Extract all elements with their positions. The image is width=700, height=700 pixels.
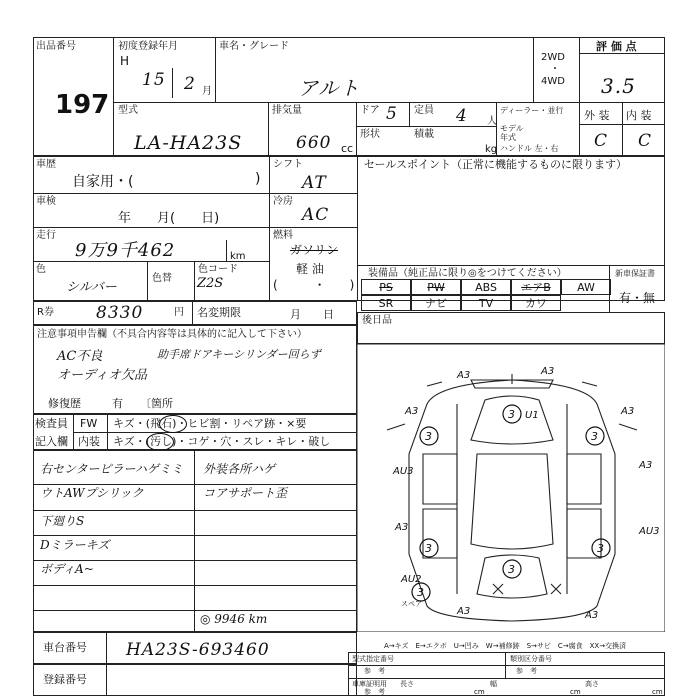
fuel-label: 燃料	[273, 230, 293, 241]
damage-mark-11: A3	[457, 606, 471, 617]
after-install-frame	[357, 312, 665, 344]
height-label: 高さ	[585, 680, 599, 688]
exterior-grade: C	[594, 131, 609, 151]
damage-legend: A→キズ E→エクボ U→凹み W→補修跡 S→サビ C→腐食 XX→交換済	[384, 642, 627, 650]
handle-label: ハンドル 左・右	[500, 144, 559, 153]
name-change-value: 月 日	[290, 308, 334, 321]
shaken-value: 年 月( 日)	[118, 211, 220, 226]
remark-7: ボディA~	[40, 562, 94, 576]
proof-label: 車庫証明用	[352, 680, 387, 688]
chassis-label: 車台番号	[43, 641, 87, 654]
history-label: 車歴	[36, 159, 56, 170]
inspector-label1: 検査員	[35, 417, 68, 430]
first-reg-label: 初度登録年月	[118, 41, 178, 52]
inspector-interior: 内装	[78, 435, 100, 448]
damage-mark-12: A3	[585, 610, 599, 621]
history-close: )	[255, 171, 261, 187]
color-code-label: 色コード	[198, 264, 238, 275]
mileage-value: 9万9千462	[75, 240, 176, 261]
damage-mark-1: A3	[457, 370, 471, 381]
repair-label: 修復歴	[48, 397, 81, 410]
remark-1: 右センターピラーハゲミミ	[40, 462, 183, 476]
width-label: 幅	[490, 680, 497, 688]
tire-mark-1: 3	[425, 430, 432, 443]
repair-value: 有	[112, 397, 123, 410]
warranty-label: 新車保証書	[615, 269, 655, 278]
remark-6: Dミラーキズ	[40, 538, 110, 552]
inspector-fw: FW	[80, 417, 98, 430]
equipment-item: SR	[361, 295, 411, 311]
reg-month: 2	[184, 74, 196, 94]
tire-mark-3: 3	[425, 542, 432, 555]
equipment-item: ナビ	[411, 295, 461, 311]
equipment-item: AW	[561, 279, 611, 295]
equipment-item: PS	[361, 279, 411, 295]
damage-mark-10: AU2	[401, 574, 422, 585]
tire-mark-4: 3	[597, 542, 604, 555]
notes-line1b: 助手席ドアキーシリンダー回らず	[157, 348, 321, 361]
lot-label: 出品番号	[36, 41, 76, 52]
remark-2: 外装各所ハゲ	[203, 462, 276, 476]
color-change-label: 色替	[152, 273, 172, 284]
tire-mark-5: 3	[508, 408, 515, 421]
damage-mark-8: A3	[395, 522, 409, 533]
height-unit: cm	[652, 688, 663, 696]
interior-grade: C	[638, 131, 653, 151]
shift-label: シフト	[273, 159, 303, 170]
yen-unit: 円	[174, 307, 184, 318]
month-suffix: 月	[202, 86, 212, 97]
shape-label: 形状	[360, 129, 380, 140]
repair-part: 〔箇所	[140, 397, 173, 410]
damage-mark-3: U1	[525, 410, 539, 421]
capacity-label: 定員	[414, 105, 434, 116]
equipment-item: TV	[461, 295, 511, 311]
color-label: 色	[36, 264, 46, 275]
score-value: 3.5	[601, 74, 636, 98]
equipment-item: カワ	[511, 295, 561, 311]
proof-ref: 参 考	[364, 688, 385, 696]
doors-value: 5	[386, 104, 398, 124]
warranty-value: 有・無	[619, 291, 656, 305]
fuel-diesel: 軽 油	[296, 262, 324, 276]
equipment-item: PW	[411, 279, 461, 295]
ac-value: AC	[302, 205, 330, 225]
damage-mark-6: AU3	[393, 466, 414, 477]
notes-label: 注意事項申告欄（不具合内容等は具体的に記入して下さい）	[37, 329, 307, 340]
remark-5: 下廻りS	[40, 514, 85, 528]
odometer-note: ◎ 9946 km	[200, 612, 268, 626]
notes-line1: AC不良	[57, 349, 103, 364]
model-year-label: モデル年式	[500, 124, 524, 142]
load-label: 積載	[414, 129, 434, 140]
chassis-value: HA23S-693460	[126, 640, 270, 660]
car-name: アルト	[298, 76, 361, 100]
damage-mark-2: A3	[541, 366, 555, 377]
sales-point-label: セールスポイント（正常に機能するものに限ります）	[364, 158, 628, 171]
model-code: LA-HA23S	[134, 132, 243, 154]
tire-mark-2: 3	[591, 430, 598, 443]
remark-4: コアサポート歪	[203, 486, 288, 500]
doors-label: ドア	[360, 105, 380, 116]
equipment-item: エアB	[511, 279, 561, 295]
capacity-unit: 人	[487, 116, 497, 127]
damage-mark-4: A3	[405, 406, 419, 417]
stone-chip-circle	[159, 415, 187, 433]
damage-mark-9: AU3	[639, 526, 660, 537]
equipment-item: ABS	[461, 279, 511, 295]
ac-label: 冷房	[273, 196, 293, 207]
drive-2wd: 2WD	[541, 52, 565, 63]
score-label: 評 価 点	[596, 40, 637, 53]
mileage-label: 走行	[36, 230, 56, 241]
equipment-label: 装備品（純正品に限り◎をつけてください）	[368, 268, 567, 279]
reg-year: 15	[142, 70, 166, 90]
class-label: 類別区分番号	[510, 655, 552, 663]
lot-number: 197	[55, 90, 110, 120]
type-cert-label: 型式指定番号	[352, 655, 394, 663]
km-unit: km	[230, 251, 246, 262]
inspector-row1: キズ・(飛石)・ヒビ割・リペア跡・×要	[113, 417, 307, 430]
tire-mark-7: 3	[508, 563, 515, 576]
capacity-value: 4	[456, 106, 468, 126]
drive-4wd: 4WD	[541, 76, 565, 87]
displacement-label: 排気量	[272, 105, 302, 116]
name-change-label: 名変期限	[197, 306, 241, 319]
reg-label: 登録番号	[43, 673, 87, 686]
car-damage-diagram	[357, 344, 665, 632]
shift-value: AT	[302, 173, 327, 193]
inspector-label2: 記入欄	[35, 435, 68, 448]
recycle-label: R券	[37, 307, 54, 318]
color-code: Z2S	[197, 276, 224, 291]
kg-unit: kg	[485, 144, 498, 155]
era-value: H	[120, 54, 130, 68]
color-value: シルバー	[66, 280, 117, 295]
model-label: 型式	[118, 105, 138, 116]
exterior-label: 外 装	[584, 109, 610, 122]
shaken-label: 車検	[36, 196, 56, 207]
length-unit: cm	[474, 688, 485, 696]
recycle-value: 8330	[96, 303, 144, 323]
inspector-row2: キズ・(汚し)・コゲ・穴・スレ・キレ・破し	[113, 435, 331, 448]
tire-mark-6: 3	[417, 586, 424, 599]
width-unit: cm	[570, 688, 581, 696]
history-value: 自家用・(	[72, 174, 134, 190]
fuel-paren: ( ・ )	[273, 278, 355, 292]
damage-mark-5: A3	[621, 406, 635, 417]
remark-3: ウトAWプシリック	[40, 486, 144, 500]
name-grade-label: 車名・グレード	[219, 41, 289, 52]
class-ref: 参 考	[516, 667, 537, 675]
cc-unit: cc	[341, 142, 354, 155]
displacement-value: 660	[296, 133, 332, 153]
type-cert-ref: 参 考	[364, 667, 385, 675]
dealer-label: ディーラー・並行	[500, 106, 564, 115]
spare-label: スペア	[401, 600, 422, 608]
stain-circle	[146, 433, 174, 451]
spec-frame	[348, 652, 665, 696]
interior-label: 内 装	[626, 109, 652, 122]
after-install-label: 後日品	[362, 315, 392, 326]
length-label: 長さ	[400, 680, 414, 688]
damage-mark-7: A3	[639, 460, 653, 471]
drive-dot: ・	[550, 64, 560, 75]
notes-line2: オーディオ欠品	[57, 368, 147, 383]
fuel-gasoline: ガソリン	[290, 243, 339, 257]
